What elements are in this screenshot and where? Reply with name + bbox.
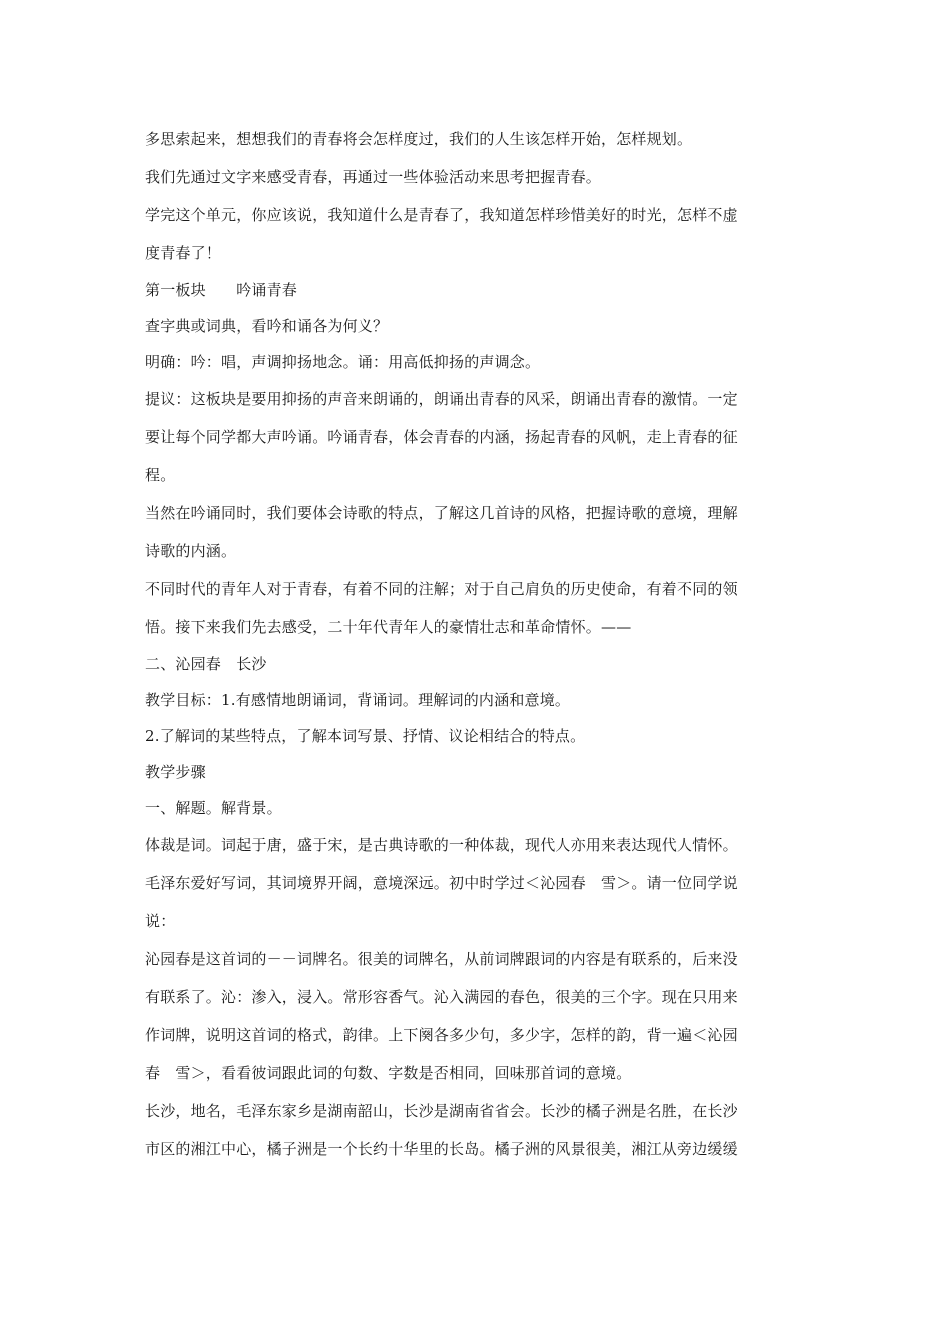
paragraph-line: 提议：这板块是要用抑扬的声音来朗诵的，朗诵出青春的风采，朗诵出青春的激情。一定	[145, 390, 738, 408]
document-body	[145, 120, 810, 1168]
section-heading: 一、解题。解背景。	[145, 799, 282, 817]
paragraph-line: 我们先通过文字来感受青春，再通过一些体验活动来思考把握青春。	[145, 168, 602, 186]
paragraph-line: 悟。接下来我们先去感受，二十年代青年人的豪情壮志和革命情怀。——	[145, 618, 632, 636]
paragraph-line: 长沙，地名，毛泽东家乡是湖南韶山，长沙是湖南省省会。长沙的橘子洲是名胜，在长沙	[145, 1102, 738, 1120]
paragraph-line: 2.了解词的某些特点，了解本词写景、抒情、议论相结合的特点。	[145, 727, 586, 745]
section-heading: 二、沁园春 长沙	[145, 655, 267, 673]
paragraph-line: 诗歌的内涵。	[145, 542, 237, 560]
paragraph-line: 有联系了。沁：渗入，浸入。常形容香气。沁入满园的春色，很美的三个字。现在只用来	[145, 988, 738, 1006]
paragraph-line: 沁园春是这首词的－－词牌名。很美的词牌名，从前词牌跟词的内容是有联系的，后来没	[145, 950, 738, 968]
paragraph-line: 明确：吟：唱，声调抑扬地念。诵：用高低抑扬的声调念。	[145, 353, 541, 371]
section-heading: 第一板块 吟诵青春	[145, 281, 298, 299]
paragraph-line: 春 雪＞，看看彼词跟此词的句数、字数是否相同，回味那首词的意境。	[145, 1064, 632, 1082]
section-heading: 教学步骤	[145, 763, 206, 781]
paragraph-line: 不同时代的青年人对于青春，有着不同的注解；对于自己肩负的历史使命，有着不同的领	[145, 580, 738, 598]
paragraph-line: 毛泽东爱好写词，其词境界开阔，意境深远。初中时学过＜沁园春 雪＞。请一位同学说	[145, 874, 738, 892]
paragraph-line: 学完这个单元，你应该说，我知道什么是青春了，我知道怎样珍惜美好的时光，怎样不虚	[145, 206, 738, 224]
paragraph-line: 要让每个同学都大声吟诵。吟诵青春，体会青春的内涵，扬起青春的风帆，走上青春的征	[145, 428, 738, 446]
paragraph-line: 查字典或词典，看吟和诵各为何义？	[145, 317, 389, 335]
paragraph-line: 多思索起来，想想我们的青春将会怎样度过，我们的人生该怎样开始，怎样规划。	[145, 130, 693, 148]
paragraph-line: 市区的湘江中心，橘子洲是一个长约十华里的长岛。橘子洲的风景很美，湘江从旁边缓缓	[145, 1140, 738, 1158]
paragraph-line: 说：	[145, 912, 176, 930]
paragraph-line: 作词牌，说明这首词的格式，韵律。上下阕各多少句，多少字，怎样的韵，背一遍＜沁园	[145, 1026, 738, 1044]
paragraph-line: 程。	[145, 466, 176, 484]
paragraph-line: 当然在吟诵同时，我们要体会诗歌的特点，了解这几首诗的风格，把握诗歌的意境，理解	[145, 504, 738, 522]
paragraph-line: 体裁是词。词起于唐，盛于宋，是古典诗歌的一种体裁，现代人亦用来表达现代人情怀。	[145, 836, 738, 854]
paragraph-line: 教学目标：1.有感情地朗诵词，背诵词。理解词的内涵和意境。	[145, 691, 571, 709]
paragraph-line: 度青春了！	[145, 244, 222, 262]
